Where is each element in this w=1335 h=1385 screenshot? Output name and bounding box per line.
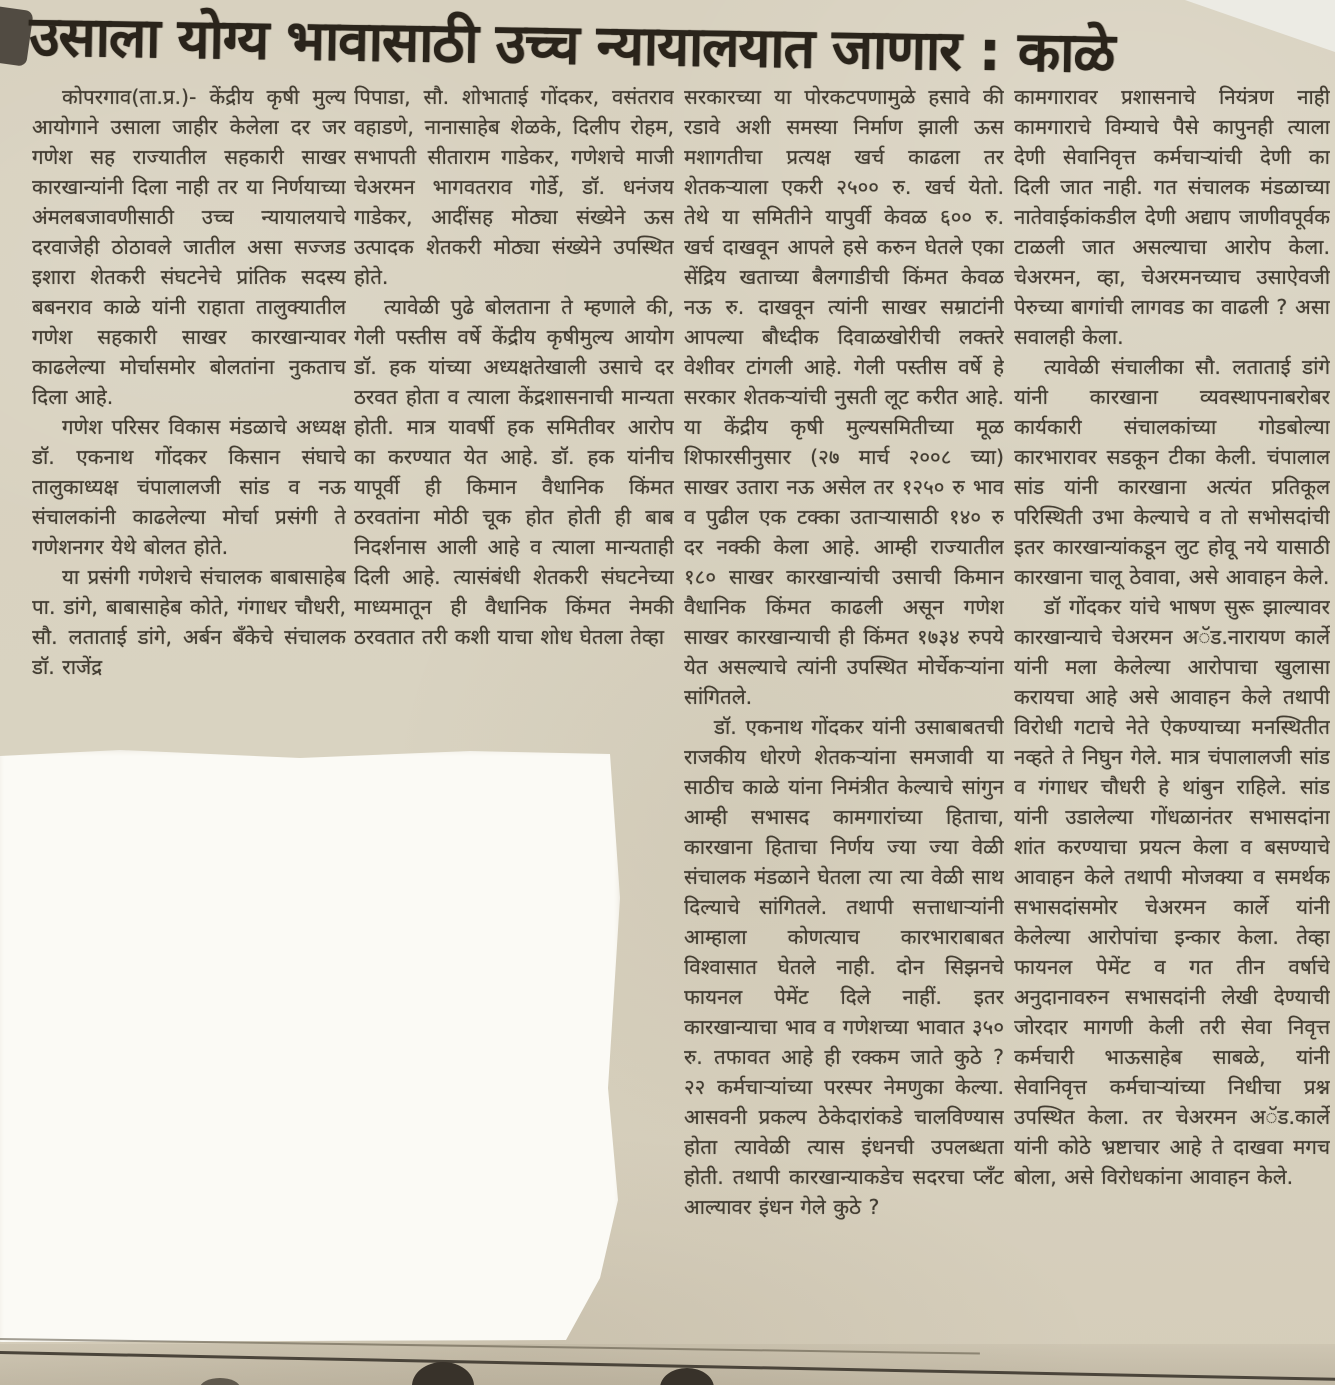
article-paragraph: कामगारावर प्रशासनाचे नियंत्रण नाही कामगाराचे विम्याचे पैसे कापुनही त्याला देणी सेवानिवृत्त कर्मचाऱ्यांची देणी का दिली जात नाही. गत संचालक मंडळाच्या नातेवाईकांकडील देणी अद्याप जाणीवपूर्वक टाळली जात असल्याचा आरोप केला. चेअरमन, व्हा, चेअरमनच्याच उसाऐवजी पेरुच्या बागांची लागवड का वाढली ? असा सवालही केला. <box>1014 85 1330 349</box>
article-paragraph: कोपरगाव(ता.प्र.)- केंद्रीय कृषी मुल्य आयोगाने उसाला जाहीर केलेला दर जर गणेश सह राज्यातील सहकारी साखर कारखान्यांनी दिला नाही तर या निर्णयाच्या अंमलबजावणीसाठी उच्च न्यायालयाचे दरवाजेही ठोठावले जातील असा सज्जड इशारा शेतकरी संघटनेचे प्रांतिक सदस्य बबनराव काळे यांनी राहाता तालुक्यातील गणेश सहकारी साखर कारखान्यावर काढलेल्या मोर्चासमोर बोलतांना नुकताच दिला आहे. <box>32 85 346 409</box>
article-paragraph: सरकारच्या या पोरकटपणामुळे हसावे की रडावे अशी समस्या निर्माण झाली ऊस मशागतीचा प्रत्यक्ष खर्च काढला तर शेतकऱ्याला एकरी २५०० रु. खर्च येतो. तेथे या समितीने यापुर्वी केवळ ६०० रु. खर्च दाखवून आपले हसे करुन घेतले एका सेंद्रिय खताच्या बैलगाडीची किंमत केवळ नऊ रु. दाखवून त्यांनी साखर सम्राटांनी आपल्या बौध्दीक दिवाळखोरीची लक्तरे वेशीवर टांगली आहे. गेली पस्तीस वर्षे हे सरकार शेतकऱ्यांची नुसती लूट करीत आहे. या केंद्रीय कृषी मुल्यसमितीच्या मूळ शिफारसीनुसार (२७ मार्च २००८ च्या) साखर उतारा नऊ असेल तर १२५० रु भाव व पुढील एक टक्का उताऱ्यासाठी १४० रु दर नक्की केला आहे. आम्ही राज्यातील १८० साखर कारखान्यांची उसाची किमान वैधानिक किंमत काढली असून गणेश साखर कारखान्याची ही किंमत १७३४ रुपये येत असल्याचे त्यांनी उपस्थित मोर्चेकऱ्यांना सांगितले. <box>684 85 1004 709</box>
article-paragraph: त्यावेळी संचालीका सौ. लताताई डांगे यांनी कारखाना व्यवस्थापनाबरोबर कार्यकारी संचालकांच्या गोडबोल्या कारभारावर सडकून टीका केली. चंपालाल सांड यांनी कारखाना अत्यंत प्रतिकूल परिस्थिती उभा केल्याचे व तो सभोसदांची इतर कारखान्यांकडून लुट होवू नये यासाठी कारखाना चालू ठेवावा, असे आवाहन केले. <box>1014 355 1330 589</box>
article-paragraph: पिपाडा, सौ. शोभाताई गोंदकर, वसंतराव वहाडणे, नानासाहेब शेळके, दिलीप रोहम, सभापती सीताराम गाडेकर, गणेशचे माजी चेअरमन भागवतराव गोर्डे, डॉ. धनंजय गाडेकर, आदींसह मोठ्या संख्येने ऊस उत्पादक शेतकरी मोठ्या संख्येने उपस्थित होते. <box>354 85 674 289</box>
article-headline: उसाला योग्य भावासाठी उच्च न्यायालयात जाणार : काळे <box>28 3 1115 86</box>
article-paragraph: डॉ. एकनाथ गोंदकर यांनी उसाबाबतची राजकीय धोरणे शेतकऱ्यांना समजावी या साठीच काळे यांना निमंत्रीत केल्याचे सांगुन आम्ही सभासद कामगारांच्या हिताचा, कारखाना हिताचा निर्णय ज्या ज्या वेळी संचालक मंडळाने घेतला त्या त्या वेळी साथ दिल्याचे सांगितले. तथापी सत्ताधाऱ्यांनी आम्हाला कोणत्याच कारभाराबाबत विश्वासात घेतले नाही. दोन सिझनचे फायनल पेमेंट दिले नाहीं. इतर कारखान्याचा भाव व गणेशच्या भावात ३५० रु. तफावत आहे ही रक्कम जाते कुठे ? २२ कर्मचाऱ्यांच्या परस्पर नेमणुका केल्या. आसवनी प्रकल्प ठेकेदारांकडे चालविण्यास होता त्यावेळी त्यास इंधनची उपलब्धता होती. तथापी कारखान्याकडेच सदरचा प्लँट आल्यावर इंधन गेले कुठे ? <box>684 715 1004 1219</box>
article-paragraph: गणेश परिसर विकास मंडळाचे अध्यक्ष डॉ. एकनाथ गोंदकर किसान संघाचे तालुकाध्यक्ष चंपालालजी सांड व नऊ संचालकांनी काढलेल्या मोर्चा प्रसंगी ते गणेशनगर येथे बोलत होते. <box>32 415 346 559</box>
article-paragraph: त्यावेळी पुढे बोलताना ते म्हणाले की, गेली पस्तीस वर्षे केंद्रीय कृषीमुल्य आयोग डॉ. हक यांच्या अध्यक्षतेखाली उसाचे दर ठरवत होता व त्याला केंद्रशासनाची मान्यता होती. मात्र यावर्षी हक समितीवर आरोप का करण्यात येत आहे. डॉ. हक यांनीच यापूर्वी ही किमान वैधानिक किंमत ठरवतांना मोठी चूक होत होती ही बाब निदर्शनास आली आहे व त्याला मान्यताही दिली आहे. त्यासंबंधी शेतकरी संघटनेच्या माध्यमातून ही वैधानिक किंमत नेमकी ठरवतात तरी कशी याचा शोध घेतला तेव्हा <box>354 295 674 649</box>
blank-cutout-region <box>0 748 622 1344</box>
article-column-4 <box>1014 82 1330 1366</box>
article-paragraph: या प्रसंगी गणेशचे संचालक बाबासाहेब पा. डांगे, बाबासाहेब कोते, गंगाधर चौधरी, सौ. लताताई डांगे, अर्बन बँकेचे संचालक डॉ. राजेंद्र <box>32 565 346 679</box>
article-paragraph: डॉ गोंदकर यांचे भाषण सुरू झाल्यावर कारखान्याचे चेअरमन अॅड.नारायण कार्ले यांनी मला केलेल्या आरोपाचा खुलासा करायचा आहे असे आवाहन केले तथापी विरोधी गटाचे नेते ऐकण्याच्या मनस्थितीत नव्हते ते निघुन गेले. मात्र चंपालालजी सांड व गंगाधर चौधरी हे थांबुन राहिले. सांड यांनी उडालेल्या गोंधळानंतर सभासदांना शांत करण्याचा प्रयत्न केला व बसण्याचे आवाहन केले तथापी मोजक्या व समर्थक सभासदांसमोर चेअरमन कार्ले यांनी केलेल्या आरोपांचा इन्कार केला. तेव्हा फायनल पेमेंट व गत तीन वर्षाचे अनुदानावरुन सभासदांनी लेखी देण्याची जोरदार मागणी केली तरी सेवा निवृत्त कर्मचारी भाऊसाहेब साबळे, यांनी सेवानिवृत्त कर्मचाऱ्यांच्या निधीचा प्रश्न उपस्थित केला. तर चेअरमन अॅड.कार्ले यांनी कोठे भ्रष्टाचार आहे ते दाखवा मगच बोला, असे विरोधकांना आवाहन केले. <box>1014 595 1330 1189</box>
article-column-2 <box>354 82 674 746</box>
article-column-3 <box>684 82 1004 1366</box>
article-column-1 <box>32 82 346 746</box>
